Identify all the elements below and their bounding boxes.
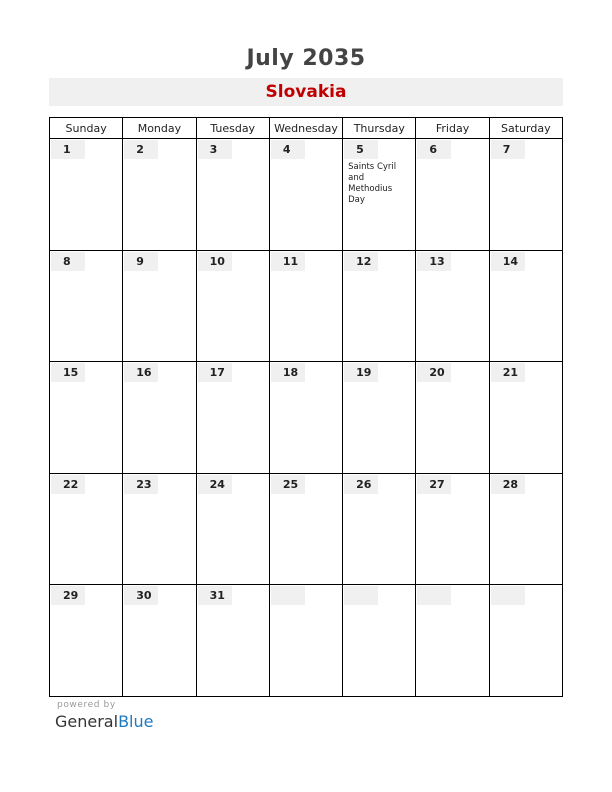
day-cell[interactable]	[269, 139, 342, 251]
day-number	[417, 586, 451, 605]
day-cell[interactable]	[489, 473, 562, 585]
day-number: 24	[198, 475, 232, 494]
weekday-thursday: Thursday	[343, 118, 416, 139]
day-cell[interactable]	[50, 362, 123, 474]
day-number: 16	[124, 363, 158, 382]
day-cell[interactable]	[343, 139, 416, 251]
day-number: 5	[344, 140, 378, 159]
day-number: 29	[51, 586, 85, 605]
day-number: 30	[124, 586, 158, 605]
brand-general: General	[55, 712, 119, 731]
day-number: 19	[344, 363, 378, 382]
weekday-saturday: Saturday	[489, 118, 562, 139]
weekday-header-row	[50, 118, 563, 139]
day-number: 12	[344, 252, 378, 271]
day-number: 18	[271, 363, 305, 382]
footer-branding	[55, 700, 153, 731]
day-number: 21	[491, 363, 525, 382]
week-row	[50, 139, 563, 251]
weekday-sunday: Sunday	[50, 118, 123, 139]
weekday-friday: Friday	[416, 118, 489, 139]
day-number: 22	[51, 475, 85, 494]
generalblue-logo[interactable]	[55, 712, 153, 731]
week-row	[50, 250, 563, 362]
day-cell[interactable]	[416, 139, 489, 251]
day-cell[interactable]	[50, 250, 123, 362]
country-name: Slovakia	[265, 82, 347, 102]
day-cell[interactable]	[196, 362, 269, 474]
week-row	[50, 585, 563, 697]
day-cell[interactable]	[123, 362, 196, 474]
day-number: 7	[491, 140, 525, 159]
day-number: 23	[124, 475, 158, 494]
day-cell[interactable]	[416, 473, 489, 585]
day-number: 28	[491, 475, 525, 494]
day-cell[interactable]	[416, 362, 489, 474]
day-cell[interactable]	[416, 250, 489, 362]
day-cell[interactable]	[343, 473, 416, 585]
day-cell[interactable]	[196, 139, 269, 251]
brand-blue: Blue	[118, 712, 154, 731]
holiday-label: Saints Cyril and Methodius Day	[348, 162, 397, 205]
day-cell[interactable]	[123, 139, 196, 251]
day-cell[interactable]	[50, 585, 123, 697]
day-number: 20	[417, 363, 451, 382]
day-cell[interactable]	[269, 362, 342, 474]
day-cell[interactable]	[123, 585, 196, 697]
day-cell[interactable]	[343, 362, 416, 474]
day-number: 1	[51, 140, 85, 159]
day-number: 13	[417, 252, 451, 271]
day-cell[interactable]	[196, 473, 269, 585]
day-number: 10	[198, 252, 232, 271]
powered-by-label: powered by	[57, 700, 116, 710]
weekday-wednesday: Wednesday	[269, 118, 342, 139]
day-cell[interactable]	[123, 473, 196, 585]
day-number: 26	[344, 475, 378, 494]
day-number: 4	[271, 140, 305, 159]
weekday-monday: Monday	[123, 118, 196, 139]
day-cell[interactable]	[489, 585, 562, 697]
day-number: 9	[124, 252, 158, 271]
day-cell[interactable]	[489, 250, 562, 362]
day-number	[344, 586, 378, 605]
day-cell[interactable]	[196, 250, 269, 362]
day-cell[interactable]	[416, 585, 489, 697]
day-cell[interactable]	[50, 139, 123, 251]
day-number: 17	[198, 363, 232, 382]
day-cell[interactable]	[269, 250, 342, 362]
day-cell[interactable]	[269, 473, 342, 585]
day-cell[interactable]	[343, 250, 416, 362]
weekday-tuesday: Tuesday	[196, 118, 269, 139]
day-number	[271, 586, 305, 605]
day-number: 8	[51, 252, 85, 271]
week-row	[50, 473, 563, 585]
calendar-title: July 2035	[246, 46, 366, 71]
country-banner	[49, 78, 563, 106]
day-cell[interactable]	[343, 585, 416, 697]
day-number: 6	[417, 140, 451, 159]
day-cell[interactable]	[50, 473, 123, 585]
calendar-grid	[49, 117, 563, 697]
day-number: 15	[51, 363, 85, 382]
day-number	[491, 586, 525, 605]
day-cell[interactable]	[489, 362, 562, 474]
day-cell[interactable]	[196, 585, 269, 697]
day-number: 11	[271, 252, 305, 271]
day-number: 27	[417, 475, 451, 494]
day-cell[interactable]	[123, 250, 196, 362]
day-cell[interactable]	[489, 139, 562, 251]
week-row	[50, 362, 563, 474]
day-number: 25	[271, 475, 305, 494]
day-number: 2	[124, 140, 158, 159]
day-number: 31	[198, 586, 232, 605]
day-number: 14	[491, 252, 525, 271]
day-cell[interactable]	[269, 585, 342, 697]
day-number: 3	[198, 140, 232, 159]
